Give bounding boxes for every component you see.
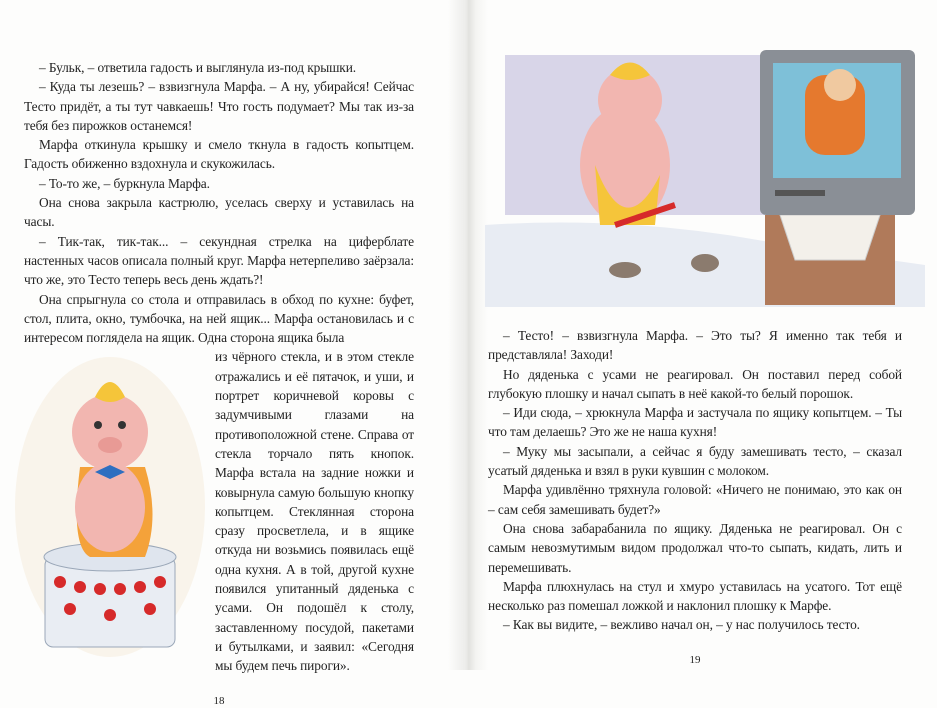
pig-on-pot-illustration — [10, 347, 215, 667]
paragraph: – Как вы видите, – вежливо начал он, – у нас получилось тесто. — [503, 617, 860, 633]
paragraph: Она спрыгнула со стола и отправилась в обход по кухне: буфет, стол, плита, окно, тумбочка, на ней ящик... Марфа остановилась и с интересом поглядела на ящик. Одна сторона ящика была — [24, 291, 414, 346]
paragraph: Она снова закрыла кастрюлю, уселась сверху и уставилась на часы. — [24, 195, 414, 230]
paragraph: Но дяденька с усами не реагировал. Он поставил перед собой глубокую плошку и начал сыпать в неё какой-то белый порошок. — [488, 366, 902, 401]
paragraph: – Бульк, – ответила гадость и выглянула из-под крышки. — [39, 60, 357, 75]
book-gutter — [448, 0, 488, 670]
left-page-wrapped-text — [215, 347, 414, 675]
paragraph: Марфа плюхнулась на стул и хмуро уставилась на усатого. Тот ещё несколько раз помешал ложкой и наклонил плошку к Марфе. — [488, 578, 902, 614]
paragraph: Марфа удивлённо тряхнула головой: «Ничего не понимаю, это как он – сам себя замешивать будет?» — [488, 482, 902, 517]
paragraph: – Тесто! – взвизгнула Марфа. – Это ты? Я именно так тебя и представляла! Заходи! — [488, 328, 902, 363]
paragraph: – Муку мы засыпали, а сейчас я буду замешивать тесто, – сказал усатый дяденька и взял в руки кувшин с молоком. — [488, 443, 902, 479]
paragraph: Марфа откинула крышку и смело ткнула в гадость копытцем. Гадость обиженно вздохнула и скукожилась. — [24, 137, 414, 172]
pig-watching-tv-illustration — [485, 45, 925, 307]
illustrated-section — [24, 347, 414, 675]
paragraph: – Иди сюда, – хрюкнула Марфа и застучала по ящику копытцем. – Ты что там делаешь? Это же не наша кухня! — [488, 405, 902, 440]
page-number: 19 — [689, 653, 701, 666]
right-page — [488, 326, 902, 667]
left-page-text — [24, 58, 414, 347]
paragraph: из чёрного стекла, и в этом стекле отражались и её пятачок, и уши, и портрет коричневой коровы с задумчивыми глазами на противоположной стене. Справа от стекла торчало пять кнопок. Марфа встала на задние ножки и ковырнула самую большую кнопку копытцем. Стеклянная сторона сразу просветлела, и в ящике откуда ни возьмись появилась ещё одна кухня. А в той, другой кухне появился упитанный дяденька с усами. Он подошёл к столу, заставленному посудой, пакетами и бутылками, и заявил: «Сегодня мы будем печь пироги». — [215, 349, 414, 674]
paragraph: – Куда ты лезешь? – взвизгнула Марфа. – А ну, убирайся! Сейчас Тесто придёт, а ты тут чавкаешь! Что гость подумает? Мы так из-за тебя без пирожков останемся! — [24, 79, 414, 133]
right-page-text — [488, 326, 902, 635]
paragraph: Она снова забарабанила по ящику. Дяденька не реагировал. Он с самым невозмутимым видом продолжал что-то сыпать, кидать, лить и перемешивать. — [488, 520, 902, 575]
paragraph: – То-то же, – буркнула Марфа. — [39, 175, 210, 191]
paragraph: – Тик-так, тик-так... – секундная стрелка на циферблате настенных часов описала полный круг. Марфа нетерпеливо заёрзала: что же, это Тесто теперь весь день ждать?! — [24, 233, 414, 288]
page-number: 18 — [213, 694, 225, 707]
left-page — [24, 58, 414, 708]
